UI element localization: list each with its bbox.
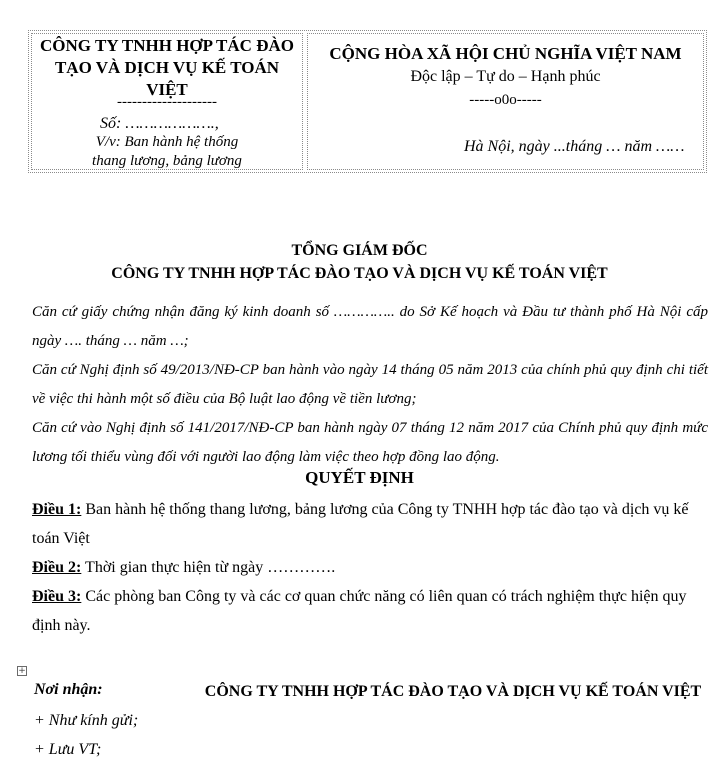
basis-paragraph: Căn cứ vào Nghị định số 141/2017/NĐ-CP ban hành ngày 07 tháng 12 năm 2017 của Chính phủ quy định mức lương tối thiểu vùng đối với người lao động làm việc theo hợp đồng lao động. xyxy=(32,420,708,465)
date-place: Hà Nội, ngày ...tháng … năm …… xyxy=(464,138,685,155)
article-text: Các phòng ban Công ty và các cơ quan chức năng có liên quan có trách nghiệm thực hiện quy định này. xyxy=(32,588,687,634)
articles xyxy=(32,495,706,640)
issuer-title: TỔNG GIÁM ĐỐC xyxy=(291,242,428,259)
company-name xyxy=(31,35,303,101)
subject-line: V/v: Ban hành hệ thống xyxy=(95,134,239,150)
document-number: Số: ………………., xyxy=(100,115,219,132)
article-text: Thời gian thực hiện từ ngày …………. xyxy=(85,559,336,576)
recipient-item: + Như kính gửi; xyxy=(34,712,139,729)
basis-paragraph: Căn cứ giấy chứng nhận đăng ký kinh doanh số ………….. do Sở Kế hoạch và Đầu tư thành phố Hà Nội cấp ngày …. tháng … năm …; xyxy=(32,304,708,349)
national-title: CỘNG HÒA XÃ HỘI CHỦ NGHĨA VIỆT NAM xyxy=(329,44,682,63)
table-move-handle-icon[interactable]: + xyxy=(18,666,26,676)
document-subject xyxy=(31,133,303,171)
company-name-line: CÔNG TY TNHH HỢP TÁC ĐÀO xyxy=(40,36,294,55)
motto-separator: -----o0o----- xyxy=(469,92,542,108)
article-item xyxy=(32,553,706,582)
company-separator: -------------------- xyxy=(117,94,217,110)
company-name-line: VIỆT xyxy=(146,80,188,99)
article-label: Điều 2: xyxy=(32,559,82,576)
article-item xyxy=(32,495,706,553)
signer-company: CÔNG TY TNHH HỢP TÁC ĐÀO TẠO VÀ DỊCH VỤ KẾ TOÁN VIỆT xyxy=(204,683,702,700)
legal-basis xyxy=(32,298,708,472)
national-motto: Độc lập – Tự do – Hạnh phúc xyxy=(410,68,601,85)
article-label: Điều 1: xyxy=(32,501,82,518)
basis-paragraph: Căn cứ Nghị định số 49/2013/NĐ-CP ban hành vào ngày 14 tháng 05 năm 2013 của chính phủ quy định chi tiết về việc thi hành một số điều của Bộ luật lao động về tiền lương; xyxy=(32,362,708,407)
article-text: Ban hành hệ thống thang lương, bảng lương của Công ty TNHH hợp tác đào tạo và dịch vụ kế toán Việt xyxy=(32,501,689,547)
recipients-label: Nơi nhận: xyxy=(34,681,103,698)
decision-title: QUYẾT ĐỊNH xyxy=(305,468,414,487)
issuer-company: CÔNG TY TNHH HỢP TÁC ĐÀO TẠO VÀ DỊCH VỤ KẾ TOÁN VIỆT xyxy=(111,265,608,282)
subject-line: thang lương, bảng lương xyxy=(92,153,242,169)
article-label: Điều 3: xyxy=(32,588,82,605)
recipient-item: + Lưu VT; xyxy=(34,741,102,758)
article-item xyxy=(32,582,706,640)
company-name-line: TẠO VÀ DỊCH VỤ KẾ TOÁN xyxy=(54,58,280,77)
